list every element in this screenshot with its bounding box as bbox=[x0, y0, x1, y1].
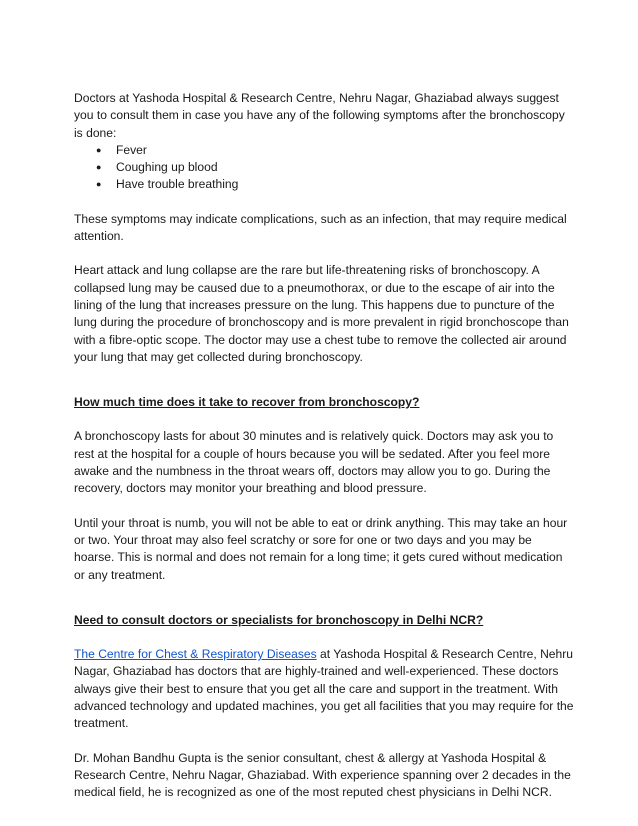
list-item bbox=[96, 159, 574, 176]
bullet-icon: ● bbox=[96, 179, 102, 190]
intro-paragraph: Doctors at Yashoda Hospital & Research Centre, Nehru Nagar, Ghaziabad always suggest you to consult them in case you have any of the following symptoms after the bronchoscopy is done: bbox=[74, 91, 565, 140]
symptom-list bbox=[74, 142, 574, 194]
symptom-text: Have trouble breathing bbox=[116, 177, 239, 192]
recovery-heading: How much time does it take to recover from bronchoscopy? bbox=[74, 395, 420, 410]
recovery-paragraph-2: Until your throat is numb, you will not be able to eat or drink anything. This may take an hour or two. Your throat may also feel scratchy or sore for one or two days and you may be hoarse. This is normal and does not remain for a long time; it gets cured without medication or any treatment. bbox=[74, 515, 568, 582]
list-item bbox=[96, 142, 574, 159]
document-page bbox=[74, 90, 574, 802]
symptom-text: Coughing up blood bbox=[116, 160, 218, 175]
complications-paragraph: These symptoms may indicate complications, such as an infection, that may require medical attention. bbox=[74, 211, 567, 244]
bullet-icon: ● bbox=[96, 162, 102, 173]
centre-link[interactable]: The Centre for Chest & Respiratory Diseases bbox=[74, 647, 317, 662]
list-item bbox=[96, 176, 574, 193]
doctor-paragraph: Dr. Mohan Bandhu Gupta is the senior consultant, chest & allergy at Yashoda Hospital & Research Centre, Nehru Nagar, Ghaziabad. With experience spanning over 2 decades in the medical field, he is recognized as one of the most reputed chest physicians in Delhi NCR. bbox=[74, 750, 571, 800]
symptom-text: Fever bbox=[116, 142, 147, 157]
consult-paragraph bbox=[74, 646, 574, 732]
consult-heading: Need to consult doctors or specialists for bronchoscopy in Delhi NCR? bbox=[74, 612, 484, 627]
bullet-icon: ● bbox=[96, 144, 102, 155]
risks-paragraph: Heart attack and lung collapse are the rare but life-threatening risks of bronchoscopy. A collapsed lung may be caused due to a pneumothorax, or due to the escape of air into the lining of the lung that increases pressure on the lung. This happens due to puncture of the lung during the procedure of bronchoscopy and is more prevalent in rigid bronchoscope than with a fibre-optic scope. The doctor may use a chest tube to remove the collected air around your lung that may get collected during bronchoscopy. bbox=[74, 263, 569, 364]
recovery-paragraph-1: A bronchoscopy lasts for about 30 minutes and is relatively quick. Doctors may ask you to rest at the hospital for a couple of hours because you will be sedated. After you feel more awake and the numbness in the throat wears off, doctors may allow you to go. During the recovery, doctors may monitor your breathing and blood pressure. bbox=[74, 429, 554, 496]
consult-text: at Yashoda Hospital & Research Centre, Nehru Nagar, Ghaziabad has doctors that are highly-trained and well-experienced. These doctors always give their best to ensure that you get all the care and support in the treatment. With advanced technology and updated machines, you get all facilities that you may require for the treatment. bbox=[74, 647, 574, 731]
